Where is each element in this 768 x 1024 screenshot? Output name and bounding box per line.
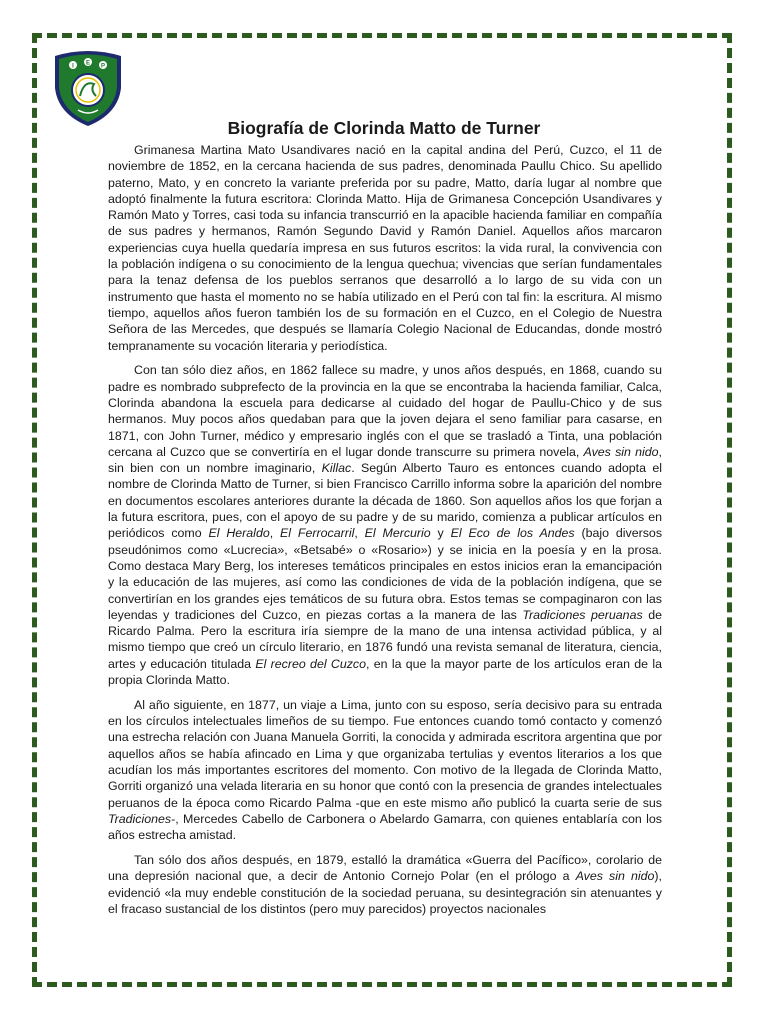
paragraph-text: , bbox=[354, 526, 365, 541]
paragraph-text: Tan sólo dos años después, en 1879, estalló la dramática «Guerra del Pacífico», corolario de una depresión nacional que, a decir de Antonio Cornejo Polar (en el prólogo a bbox=[108, 852, 662, 884]
school-crest-icon bbox=[52, 50, 124, 128]
logo-letter: I bbox=[72, 63, 74, 70]
italic-title-text: Killac bbox=[321, 461, 352, 476]
body-paragraph bbox=[108, 697, 662, 844]
paragraph-text: (bajo diversos pseudónimos como «Lucrecia», «Betsabé» o «Rosario») y se inicia en la poesía y en la prosa. Como destaca Mary Berg, los intereses temáticos principales en estos inicios eran la emancipación y la educación de las mujeres, así como las condiciones de vida de la población indígena, que se convertirían en los grandes ejes temáticos de su futura obra. Estos temas se compaginaron con las leyendas y tradiciones del Cuzco, en piezas cortas a la manera de las bbox=[108, 526, 663, 622]
italic-title-text: Tradiciones peruanas bbox=[522, 607, 643, 622]
paragraph-text: , bbox=[269, 526, 281, 541]
italic-title-text: El recreo del Cuzco bbox=[255, 656, 367, 671]
paragraph-text: ), evidenció «la muy endeble constitución de la sociedad peruana, su desintegración sin atenuantes y el fracaso sustancial de los distintos (pero muy parecidos) proyectos nacionales bbox=[108, 869, 662, 916]
body-paragraph bbox=[108, 362, 662, 688]
italic-title-text: El Eco de los Andes bbox=[450, 526, 575, 541]
school-crest-logo bbox=[52, 50, 124, 128]
paragraph-text: de Ricardo Palma. Pero la escritura iría siempre de la mano de una intensa actividad pública, y al mismo tiempo que creó un círculo literario, en 1876 fundó una revista semanal de literatura, ciencia, artes y educación titulada bbox=[108, 607, 662, 671]
italic-title-text: Tradiciones bbox=[108, 811, 172, 826]
italic-title-text: El Ferrocarril bbox=[280, 526, 355, 541]
paragraph-text: , sin bien con un nombre imaginario, bbox=[108, 444, 662, 476]
italic-title-text: El Mercurio bbox=[364, 526, 431, 541]
biography-body bbox=[108, 142, 662, 926]
page-title: Biografía de Clorinda Matto de Turner bbox=[227, 117, 541, 138]
body-paragraph bbox=[108, 852, 662, 917]
paragraph-text: Grimanesa Martina Mato Usandivares nació en la capital andina del Perú, Cuzco, el 11 de noviembre de 1852, en la cercana hacienda de sus padres, denominada Paullu Chico. Su apellido paterno, Mato, y en concreto la variante preferida por su padre, Matto, daría lugar al nombre que adoptó finalmente la futura escritora: Clorinda Matto. Hija de Grimanesa Concepción Usandivares y Ramón Mato y Torres, casi toda su infancia transcurrió en la apacible hacienda familiar en compañía de sus padres y hermanos, Ramón Segundo David y Ramón Daniel. Aquellos años marcaron experiencias cuya huella quedaría impresa en sus futuros escritos: la vida rural, la convivencia con la población indígena o su conocimiento de la lengua quechua; vivencias que serían fundamentales para la tenaz defensa de los pueblos serranos que desarrolló a lo largo de su vida con un instrumento que hasta el momento no se había utilizado en el Perú con tal fin: la escritura. Al mismo tiempo, aquellos años fueron también los de su formación en el Cuzco, en el Colegio de Nuestra Señora de las Mercedes, que después se llamaría Colegio Nacional de Educandas, donde mostró tempranamente su vocación literaria y periodística. bbox=[108, 143, 662, 353]
paragraph-text: Con tan sólo diez años, en 1862 fallece su madre, y unos años después, en 1868, cuando su padre es nombrado subprefecto de la provincia en la que se encontraba la hacienda familiar, Calca, Clorinda abandona la escuela para dedicarse al cuidado del hogar de Paullu-Chico y de sus hermanos. Muy pocos años quedaban para que la joven dejara el seno familiar para casarse, en 1871, con John Turner, médico y empresario inglés con el que se trasladó a Tinta, una población cercana al Cuzco que se convertiría en el lugar donde transcurre su primera novela, bbox=[108, 363, 662, 459]
paragraph-text: . Según Alberto Tauro es entonces cuando adopta el nombre de Clorinda Matto de Turner, si bien Francisco Carrillo informa sobre la aparición del nombre en documentos escolares anteriores durante la década de 1860. Son aquellos años los que forjan a la futura escritora, pues, con el apoyo de su padre y de su marido, comienza a publicar artículos en periódicos como bbox=[108, 461, 662, 541]
italic-title-text: El Heraldo bbox=[208, 526, 270, 541]
paragraph-text: y bbox=[430, 526, 451, 541]
paragraph-text: Al año siguiente, en 1877, un viaje a Lima, junto con su esposo, sería decisivo para su entrada en los círculos intelectuales limeños de su tiempo. Fue entonces cuando tomó contacto y comenzó una estrecha relación con Juana Manuela Gorriti, la conocida y admirada escritora argentina que por aquellos años se había afincado en Lima y que organizaba tertulias y eventos literarios a los que acudían los más importantes escritores del momento. Con motivo de la llegada de Clorinda Matto, Gorriti organizó una velada literaria en su honor que contó con la presencia de grandes intelectuales peruanos de la época como Ricardo Palma -que en este mismo año publicó la cuarta serie de sus bbox=[108, 697, 662, 810]
body-paragraph bbox=[108, 142, 662, 354]
logo-letter: P bbox=[100, 63, 106, 70]
italic-title-text: Aves sin nido bbox=[575, 869, 655, 884]
paragraph-text: -, Mercedes Cabello de Carbonera o Abelardo Gamarra, con quienes entablaría con los años estrecha amistad. bbox=[108, 811, 662, 843]
paragraph-text: , en la que la mayor parte de los artículos eran de la propia Clorinda Matto. bbox=[108, 656, 662, 687]
italic-title-text: Aves sin nido bbox=[583, 444, 659, 459]
logo-letter: E bbox=[85, 60, 91, 67]
